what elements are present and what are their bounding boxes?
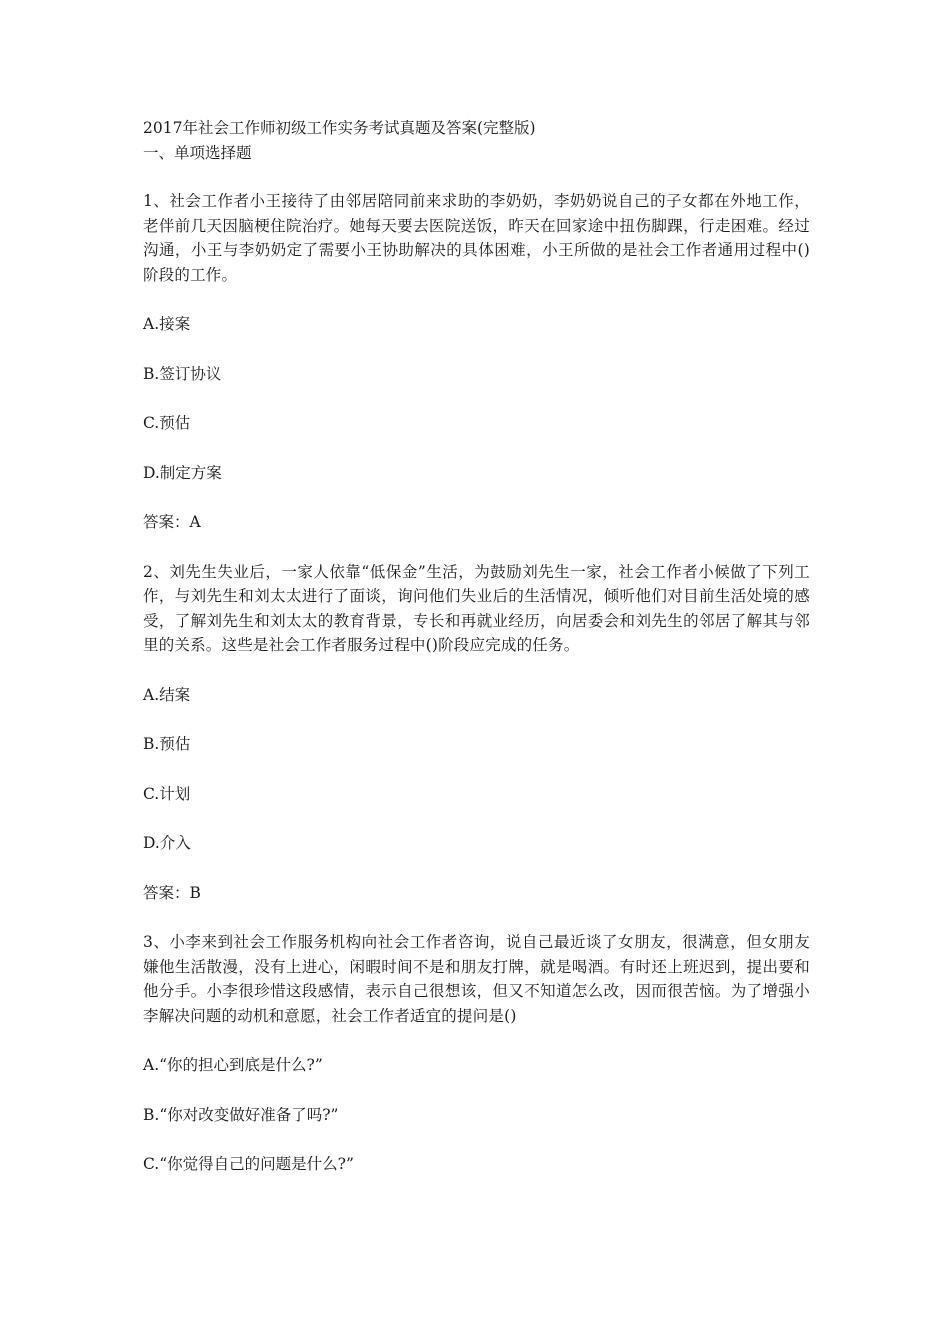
answer-line: 答案：B — [143, 883, 201, 902]
option-b: B.“你对改变做好准备了吗?” — [143, 1105, 339, 1124]
option-b: B.签订协议 — [143, 364, 222, 383]
option-a: A.结案 — [143, 685, 191, 704]
option-c: C.计划 — [143, 784, 191, 803]
document-page — [143, 116, 810, 1202]
document-title: 2017年社会工作师初级工作实务考试真题及答案(完整版) — [143, 119, 536, 137]
option-c: C.“你觉得自己的问题是什么?” — [143, 1155, 354, 1173]
option-d: D.介入 — [143, 834, 191, 852]
option-d: D.制定方案 — [143, 463, 222, 482]
option-c: C.预估 — [143, 414, 191, 432]
question-stem: 1、社会工作者小王接待了由邻居陪同前来求助的李奶奶，李奶奶说自己的子女都在外地工作，老伴前几天因脑梗住院治疗。她每天要去医院送饭，昨天在回家途中扭伤脚踝，行走困难。经过沟通，小王与李奶奶定了需要小王协助解决的具体困难，小王所做的是社会工作者通用过程中()阶段的工作。 — [143, 192, 810, 284]
question-1 — [143, 189, 810, 535]
question-2 — [143, 560, 810, 906]
question-stem: 3、小李来到社会工作服务机构向社会工作者咨询，说自己最近谈了女朋友，很满意，但女朋友嫌他生活散漫，没有上进心，闲暇时间不是和朋友打牌，就是喝酒。有时还上班迟到，提出要和他分手。小李很珍惜这段感情，表示自己很想该，但又不知道怎么改，因而很苦恼。为了增强小李解决问题的动机和意愿，社会工作者适宜的提问是() — [143, 933, 810, 1025]
section-heading: 一、单项选择题 — [143, 143, 252, 162]
answer-line: 答案：A — [143, 513, 201, 531]
question-stem: 2、刘先生失业后，一家人依靠“低保金”生活，为鼓励刘先生一家，社会工作者小候做了下列工作，与刘先生和刘太太进行了面谈，询问他们失业后的生活情况，倾听他们对目前生活处境的感受，了解刘先生和刘太太的教育背景，专长和再就业经历，向居委会和刘先生的邻居了解其与邻里的关系。这些是社会工作者服务过程中()阶段应完成的任务。 — [143, 562, 810, 654]
option-a: A.“你的担心到底是什么?” — [143, 1056, 323, 1074]
question-3 — [143, 930, 810, 1177]
option-b: B.预估 — [143, 735, 191, 753]
option-a: A.接案 — [143, 315, 191, 333]
